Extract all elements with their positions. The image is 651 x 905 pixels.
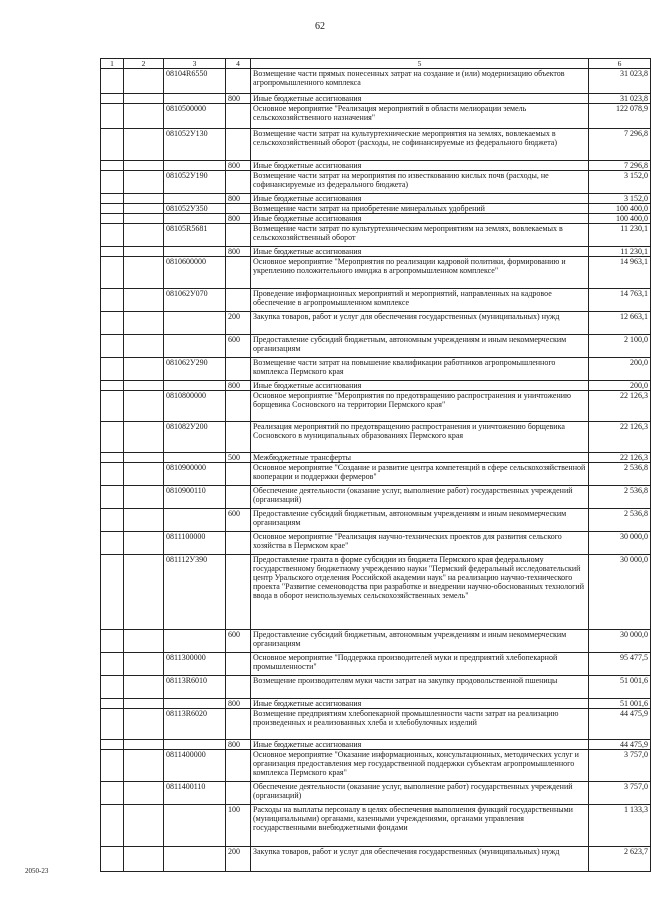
amount-cell: 31 023,8	[589, 69, 651, 94]
table-row	[101, 171, 651, 194]
empty-cell	[124, 463, 164, 486]
table-row	[101, 653, 651, 676]
empty-cell	[124, 709, 164, 740]
target-code-cell: 0811100000	[164, 532, 226, 555]
amount-cell: 100 400,0	[589, 204, 651, 214]
table-row	[101, 381, 651, 391]
expense-type-cell	[226, 463, 251, 486]
empty-cell	[101, 740, 124, 750]
expense-type-cell: 800	[226, 381, 251, 391]
expense-type-cell	[226, 750, 251, 782]
description-cell: Основное мероприятие "Оказание информационных, консультационных, методических услуг и организация предоставления мер государственной поддержки субъектам агропромышленного комплекса Пермского края"	[251, 750, 589, 782]
empty-cell	[124, 509, 164, 532]
amount-cell: 200,0	[589, 358, 651, 381]
expense-type-cell	[226, 676, 251, 699]
target-code-cell: 08113R6020	[164, 709, 226, 740]
expense-type-cell: 200	[226, 312, 251, 335]
description-cell: Возмещение части прямых понесенных затрат на создание и (или) модернизацию объектов агропромышленного комплекса	[251, 69, 589, 94]
target-code-cell	[164, 847, 226, 872]
header-cell: 2	[124, 59, 164, 69]
table-row	[101, 129, 651, 161]
empty-cell	[101, 709, 124, 740]
target-code-cell: 0810600000	[164, 257, 226, 289]
empty-cell	[101, 129, 124, 161]
empty-cell	[124, 204, 164, 214]
expense-type-cell: 800	[226, 94, 251, 104]
table-row	[101, 204, 651, 214]
empty-cell	[101, 676, 124, 699]
empty-cell	[124, 555, 164, 630]
empty-cell	[101, 509, 124, 532]
empty-cell	[101, 247, 124, 257]
amount-cell: 3 757,0	[589, 782, 651, 805]
target-code-cell	[164, 312, 226, 335]
amount-cell: 44 475,9	[589, 709, 651, 740]
target-code-cell: 08105R5681	[164, 224, 226, 247]
description-cell: Обеспечение деятельности (оказание услуг, выполнение работ) государственных учреждений (организаций)	[251, 782, 589, 805]
table-row	[101, 194, 651, 204]
empty-cell	[101, 94, 124, 104]
description-cell: Предоставление субсидий бюджетным, автономным учреждениям и иным некоммерческим организациям	[251, 630, 589, 653]
empty-cell	[124, 699, 164, 709]
target-code-cell	[164, 194, 226, 204]
empty-cell	[101, 358, 124, 381]
expense-type-cell	[226, 486, 251, 509]
description-cell: Основное мероприятие "Реализация мероприятий в области мелиорации земель сельскохозяйственного назначения"	[251, 104, 589, 129]
empty-cell	[101, 381, 124, 391]
empty-cell	[101, 224, 124, 247]
target-code-cell: 081062У290	[164, 358, 226, 381]
description-cell: Возмещение предприятиям хлебопекарной промышленности части затрат на реализацию произведенных и реализованных хлеба и хлебобулочных изделий	[251, 709, 589, 740]
expense-type-cell: 800	[226, 247, 251, 257]
amount-cell: 2 536,8	[589, 486, 651, 509]
description-cell: Предоставление субсидий бюджетным, автономным учреждениям и иным некоммерческим организациям	[251, 335, 589, 358]
empty-cell	[124, 740, 164, 750]
target-code-cell: 081052У350	[164, 204, 226, 214]
amount-cell: 44 475,9	[589, 740, 651, 750]
table-row	[101, 740, 651, 750]
description-cell: Основное мероприятие "Мероприятия по реализации кадровой политики, формированию и укреплению положительного имиджа в агропромышленном комплексе"	[251, 257, 589, 289]
table-row	[101, 699, 651, 709]
expense-type-cell	[226, 555, 251, 630]
empty-cell	[101, 69, 124, 94]
empty-cell	[124, 214, 164, 224]
amount-cell: 22 126,3	[589, 422, 651, 453]
empty-cell	[101, 391, 124, 422]
amount-cell: 14 763,1	[589, 289, 651, 312]
empty-cell	[124, 194, 164, 204]
empty-cell	[124, 486, 164, 509]
target-code-cell	[164, 247, 226, 257]
target-code-cell: 081082У200	[164, 422, 226, 453]
table-row	[101, 289, 651, 312]
target-code-cell: 0810500000	[164, 104, 226, 129]
table-row	[101, 676, 651, 699]
table-row	[101, 709, 651, 740]
expense-type-cell: 100	[226, 805, 251, 847]
description-cell: Возмещение части затрат на культуртехнические мероприятия на землях, вовлекаемых в сельскохозяйственный оборот (расходы, не софинансируемые из федерального бюджета)	[251, 129, 589, 161]
empty-cell	[124, 847, 164, 872]
expense-type-cell	[226, 782, 251, 805]
expense-type-cell	[226, 129, 251, 161]
empty-cell	[101, 289, 124, 312]
description-cell: Иные бюджетные ассигнования	[251, 94, 589, 104]
expense-type-cell	[226, 69, 251, 94]
table-row	[101, 532, 651, 555]
table-row	[101, 555, 651, 630]
target-code-cell	[164, 805, 226, 847]
expense-type-cell	[226, 358, 251, 381]
empty-cell	[124, 335, 164, 358]
empty-cell	[124, 312, 164, 335]
amount-cell: 122 078,9	[589, 104, 651, 129]
empty-cell	[101, 204, 124, 214]
target-code-cell: 081062У070	[164, 289, 226, 312]
description-cell: Закупка товаров, работ и услуг для обеспечения государственных (муниципальных) нужд	[251, 847, 589, 872]
empty-cell	[101, 194, 124, 204]
amount-cell: 2 623,7	[589, 847, 651, 872]
empty-cell	[101, 805, 124, 847]
empty-cell	[124, 358, 164, 381]
description-cell: Расходы на выплаты персоналу в целях обеспечения выполнения функций государственными (муниципальными) органами, казенными учреждениями, органами управления государственными внебюджетными фондами	[251, 805, 589, 847]
amount-cell: 95 477,5	[589, 653, 651, 676]
empty-cell	[101, 161, 124, 171]
amount-cell: 30 000,0	[589, 630, 651, 653]
amount-cell: 51 001,6	[589, 699, 651, 709]
description-cell: Реализация мероприятий по предотвращению распространения и уничтожению борщевика Сосновского в муниципальных образованиях Пермского края	[251, 422, 589, 453]
target-code-cell: 08113R6010	[164, 676, 226, 699]
expense-type-cell	[226, 422, 251, 453]
amount-cell: 22 126,3	[589, 391, 651, 422]
expense-type-cell: 500	[226, 453, 251, 463]
empty-cell	[101, 171, 124, 194]
empty-cell	[101, 463, 124, 486]
description-cell: Иные бюджетные ассигнования	[251, 214, 589, 224]
target-code-cell: 0810800000	[164, 391, 226, 422]
header-cell: 5	[251, 59, 589, 69]
expense-type-cell	[226, 171, 251, 194]
empty-cell	[101, 630, 124, 653]
empty-cell	[101, 104, 124, 129]
empty-cell	[101, 750, 124, 782]
empty-cell	[124, 224, 164, 247]
target-code-cell	[164, 699, 226, 709]
description-cell: Основное мероприятие "Поддержка производителей муки и предприятий хлебопекарной промышленности"	[251, 653, 589, 676]
empty-cell	[124, 129, 164, 161]
empty-cell	[124, 171, 164, 194]
table-row	[101, 312, 651, 335]
expense-type-cell: 800	[226, 161, 251, 171]
description-cell: Основное мероприятие "Мероприятия по предотвращению распространения и уничтожению борщевика Сосновского на территории Пермского края"	[251, 391, 589, 422]
description-cell: Иные бюджетные ассигнования	[251, 381, 589, 391]
expense-type-cell	[226, 204, 251, 214]
empty-cell	[124, 453, 164, 463]
description-cell: Основное мероприятие "Реализация научно-технических проектов для развития сельского хозяйства в Пермском крае"	[251, 532, 589, 555]
table-row	[101, 335, 651, 358]
empty-cell	[101, 422, 124, 453]
empty-cell	[101, 453, 124, 463]
empty-cell	[124, 161, 164, 171]
target-code-cell	[164, 509, 226, 532]
table-row	[101, 358, 651, 381]
expense-type-cell: 800	[226, 214, 251, 224]
description-cell: Возмещение части затрат на повышение квалификации работников агропромышленного комплекса Пермского края	[251, 358, 589, 381]
expense-type-cell: 800	[226, 740, 251, 750]
target-code-cell	[164, 453, 226, 463]
table-row	[101, 805, 651, 847]
empty-cell	[101, 214, 124, 224]
amount-cell: 3 757,0	[589, 750, 651, 782]
header-cell: 1	[101, 59, 124, 69]
description-cell: Иные бюджетные ассигнования	[251, 740, 589, 750]
target-code-cell: 0811400110	[164, 782, 226, 805]
table-row	[101, 750, 651, 782]
description-cell: Возмещение части затрат на мероприятия по известкованию кислых почв (расходы, не софинансируемые из федерального бюджета)	[251, 171, 589, 194]
empty-cell	[124, 532, 164, 555]
table-row	[101, 453, 651, 463]
table-row	[101, 463, 651, 486]
table-row	[101, 247, 651, 257]
empty-cell	[124, 805, 164, 847]
target-code-cell	[164, 630, 226, 653]
description-cell: Иные бюджетные ассигнования	[251, 194, 589, 204]
table-row	[101, 782, 651, 805]
amount-cell: 7 296,8	[589, 129, 651, 161]
expense-type-cell	[226, 709, 251, 740]
amount-cell: 3 152,0	[589, 194, 651, 204]
empty-cell	[101, 312, 124, 335]
expense-type-cell	[226, 289, 251, 312]
amount-cell: 100 400,0	[589, 214, 651, 224]
table-row	[101, 104, 651, 129]
target-code-cell: 0811300000	[164, 653, 226, 676]
expense-type-cell: 800	[226, 699, 251, 709]
description-cell: Иные бюджетные ассигнования	[251, 247, 589, 257]
empty-cell	[124, 247, 164, 257]
target-code-cell: 081052У190	[164, 171, 226, 194]
empty-cell	[101, 257, 124, 289]
expense-type-cell	[226, 104, 251, 129]
table-row	[101, 422, 651, 453]
expense-type-cell: 600	[226, 335, 251, 358]
amount-cell: 12 663,1	[589, 312, 651, 335]
description-cell: Иные бюджетные ассигнования	[251, 699, 589, 709]
table-row	[101, 847, 651, 872]
target-code-cell: 081112У390	[164, 555, 226, 630]
empty-cell	[124, 630, 164, 653]
empty-cell	[101, 699, 124, 709]
amount-cell: 2 536,8	[589, 463, 651, 486]
expense-type-cell: 600	[226, 630, 251, 653]
description-cell: Иные бюджетные ассигнования	[251, 161, 589, 171]
description-cell: Предоставление гранта в форме субсидии из бюджета Пермского края федеральному государственному бюджетному учреждению науки "Пермский федеральный исследовательский центр Уральского отделения Российской академии наук" на реализацию научно-технического проекта "Развитие семеноводства при разработке и внедрении научно-обоснованных технологий ввода в оборот неиспользуемых сельскохозяйственных земель"	[251, 555, 589, 630]
target-code-cell: 0811400000	[164, 750, 226, 782]
empty-cell	[124, 257, 164, 289]
header-cell: 4	[226, 59, 251, 69]
expense-type-cell	[226, 653, 251, 676]
empty-cell	[101, 782, 124, 805]
description-cell: Основное мероприятие "Создание и развитие центра компетенций в сфере сельскохозяйственной кооперации и поддержки фермеров"	[251, 463, 589, 486]
description-cell: Закупка товаров, работ и услуг для обеспечения государственных (муниципальных) нужд	[251, 312, 589, 335]
expense-type-cell	[226, 224, 251, 247]
table-row	[101, 214, 651, 224]
target-code-cell: 0810900000	[164, 463, 226, 486]
empty-cell	[124, 391, 164, 422]
expense-type-cell: 800	[226, 194, 251, 204]
table-row	[101, 69, 651, 94]
empty-cell	[101, 555, 124, 630]
table-row	[101, 509, 651, 532]
header-cell: 3	[164, 59, 226, 69]
amount-cell: 11 230,1	[589, 247, 651, 257]
expense-type-cell	[226, 257, 251, 289]
empty-cell	[124, 653, 164, 676]
page-number: 62	[315, 21, 325, 32]
empty-cell	[124, 104, 164, 129]
target-code-cell	[164, 94, 226, 104]
table-row	[101, 391, 651, 422]
amount-cell: 7 296,8	[589, 161, 651, 171]
target-code-cell: 08104R6550	[164, 69, 226, 94]
description-cell: Предоставление субсидий бюджетным, автономным учреждениям и иным некоммерческим организациям	[251, 509, 589, 532]
expense-type-cell: 200	[226, 847, 251, 872]
target-code-cell	[164, 381, 226, 391]
table-row	[101, 224, 651, 247]
empty-cell	[124, 782, 164, 805]
description-cell: Возмещение производителям муки части затрат на закупку продовольственной пшеницы	[251, 676, 589, 699]
description-cell: Возмещение части затрат на приобретение минеральных удобрений	[251, 204, 589, 214]
empty-cell	[124, 94, 164, 104]
description-cell: Межбюджетные трансферты	[251, 453, 589, 463]
empty-cell	[124, 69, 164, 94]
empty-cell	[101, 847, 124, 872]
empty-cell	[101, 532, 124, 555]
empty-cell	[101, 653, 124, 676]
description-cell: Обеспечение деятельности (оказание услуг, выполнение работ) государственных учреждений (организаций)	[251, 486, 589, 509]
budget-table	[100, 58, 651, 872]
expense-type-cell	[226, 532, 251, 555]
header-row	[101, 59, 651, 69]
target-code-cell	[164, 161, 226, 171]
amount-cell: 51 001,6	[589, 676, 651, 699]
amount-cell: 2 536,8	[589, 509, 651, 532]
target-code-cell: 081052У130	[164, 129, 226, 161]
target-code-cell	[164, 740, 226, 750]
table-row	[101, 257, 651, 289]
amount-cell: 3 152,0	[589, 171, 651, 194]
description-cell: Проведение информационных мероприятий и мероприятий, направленных на кадровое обеспечение в агропромышленном комплексе	[251, 289, 589, 312]
amount-cell: 11 230,1	[589, 224, 651, 247]
empty-cell	[124, 676, 164, 699]
empty-cell	[124, 289, 164, 312]
empty-cell	[101, 486, 124, 509]
amount-cell: 30 000,0	[589, 532, 651, 555]
empty-cell	[124, 422, 164, 453]
amount-cell: 14 963,1	[589, 257, 651, 289]
expense-type-cell	[226, 391, 251, 422]
document-code: 2050-23	[25, 867, 49, 875]
amount-cell: 1 133,3	[589, 805, 651, 847]
table-row	[101, 161, 651, 171]
expense-type-cell: 600	[226, 509, 251, 532]
empty-cell	[124, 381, 164, 391]
amount-cell: 22 126,3	[589, 453, 651, 463]
table-row	[101, 94, 651, 104]
empty-cell	[101, 335, 124, 358]
empty-cell	[124, 750, 164, 782]
description-cell: Возмещение части затрат по культуртехническим мероприятиям на землях, вовлекаемых в сельскохозяйственный оборот	[251, 224, 589, 247]
amount-cell: 2 100,0	[589, 335, 651, 358]
target-code-cell: 0810900110	[164, 486, 226, 509]
target-code-cell	[164, 214, 226, 224]
target-code-cell	[164, 335, 226, 358]
table-row	[101, 630, 651, 653]
amount-cell: 30 000,0	[589, 555, 651, 630]
header-cell: 6	[589, 59, 651, 69]
table-row	[101, 486, 651, 509]
amount-cell: 31 023,8	[589, 94, 651, 104]
amount-cell: 200,0	[589, 381, 651, 391]
